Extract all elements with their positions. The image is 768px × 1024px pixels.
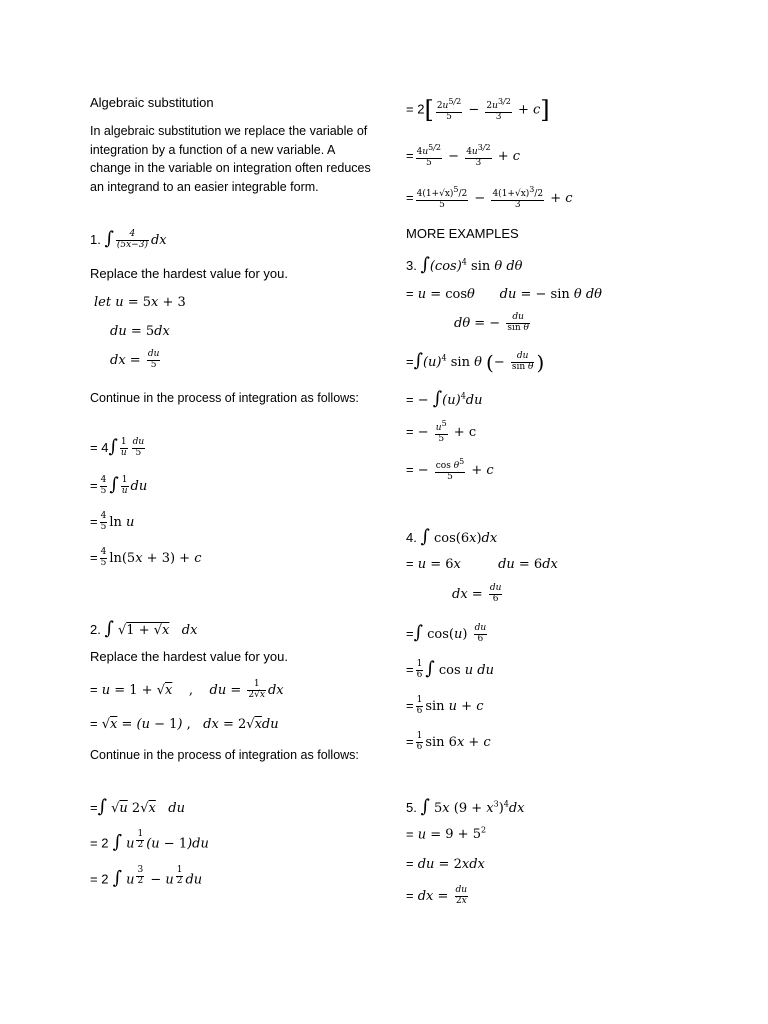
sub-5c: = dx = $\frac{du}{2x}$	[406, 885, 468, 906]
continue-instruction-2: Continue in the process of integration as follows:	[90, 748, 359, 762]
step-3b: = − $\int(u)^4du$	[406, 388, 483, 409]
sub-5b: = du = 2xdx	[406, 856, 485, 872]
example-3-label: 3.	[406, 258, 417, 273]
example-3-problem: 3. $\int(\cos)^4$ sin θ dθ	[406, 254, 523, 275]
step-1c: = $\frac{4}{5}$ ln u	[90, 511, 135, 532]
sub-3a: = u = cosθ du = − sin θ dθ	[406, 286, 602, 302]
step-4c: = $\frac{1}{6}$ sin u + c	[406, 695, 484, 716]
sub-3b: dθ = − $\frac{du}{\text{sin θ}}$	[454, 312, 529, 333]
step-3d: = − $\frac{\cos \theta^5}{5}$ + c	[406, 457, 494, 482]
step-2d: = 2[ $\frac{2u^{5/2}}{5}$ − $\frac{2u^{3/2}}{3}$ + c]	[406, 96, 550, 124]
step-2b: = 2 ∫ u $^{\frac{1}{2}}$ (u − 1)du	[90, 829, 209, 853]
step-2a: =∫ √u 2√x du	[90, 796, 185, 817]
example-1-label: 1.	[90, 232, 101, 247]
step-2f: = $\frac{4(1+√x)^5/2}{5}$ − $\frac{4(1+√x)^3/2}{3}$ + c	[406, 185, 573, 210]
sub-let-u: let u = 5x + 3	[94, 295, 186, 310]
sub-dx: dx = $\frac{du}{5}$	[110, 349, 160, 370]
continue-instruction-1: Continue in the process of integration as follows:	[90, 391, 359, 405]
example-4-problem: 4. ∫ cos(6x)dx	[406, 526, 498, 547]
sub-4b: dx = $\frac{du}{6}$	[452, 583, 502, 604]
example-4-label: 4.	[406, 530, 417, 545]
step-4a: =∫ cos(u) $\frac{du}{6}$	[406, 622, 487, 644]
replace-instruction-2: Replace the hardest value for you.	[90, 649, 289, 664]
step-2c: = 2 ∫ u $^{\frac{3}{2}}$ − u $^{\frac{1}{2}}$ du	[90, 865, 203, 889]
intro-paragraph: In algebraic substitution we replace the variable of integration by a function of a new variable. A change in the variable on integration often reduces an integrand to an easier integrable form.	[90, 124, 371, 194]
sub-du: du = 5dx	[110, 324, 170, 339]
step-1a: = 4∫ $\frac{1}{u}$ $\frac{du}{5}$	[90, 436, 145, 458]
more-examples-heading: MORE EXAMPLES	[406, 226, 519, 241]
section-title: Algebraic substitution	[90, 95, 214, 110]
step-3c: = − $\frac{u^5}{5}$ + c	[406, 419, 477, 444]
example-2-label: 2.	[90, 622, 101, 637]
example-1-problem: 1. ∫ $\frac{4}{(5x-3)}$ dx	[90, 228, 167, 250]
replace-instruction-1: Replace the hardest value for you.	[90, 266, 289, 281]
step-4b: = $\frac{1}{6}$ ∫ cos u du	[406, 658, 494, 680]
sub-5a: = $u = 9 + 5^2$	[406, 826, 487, 843]
example-5-problem: 5. ∫ 5x $(9 + x^3)^4dx$	[406, 796, 525, 817]
step-2e: = $\frac{4u^{5/2}}{5}$ − $\frac{4u^{3/2}}{3}$ + c	[406, 143, 521, 168]
example-2-problem: 2. ∫ √1 + √x dx	[90, 618, 198, 639]
step-1b: = $\frac{4}{5}$ ∫ $\frac{1}{u}$ du	[90, 474, 148, 496]
step-1d: = $\frac{4}{5}$ ln(5x + 3) + c	[90, 547, 202, 568]
sub-4a: = u = 6x du = 6dx	[406, 556, 558, 572]
example-5-label: 5.	[406, 800, 417, 815]
sub-2b: = √x = (u − 1) , dx = 2√xdu	[90, 716, 279, 732]
step-3a: $=\int(u)^4$ sin θ (− $\frac{du}{\text{sin θ}}$ )	[406, 350, 545, 375]
step-4d: = $\frac{1}{6}$ sin 6x + c	[406, 731, 491, 752]
sub-2a: = u = 1 + √x , du = $\frac{1}{2√x}$ dx	[90, 679, 284, 700]
